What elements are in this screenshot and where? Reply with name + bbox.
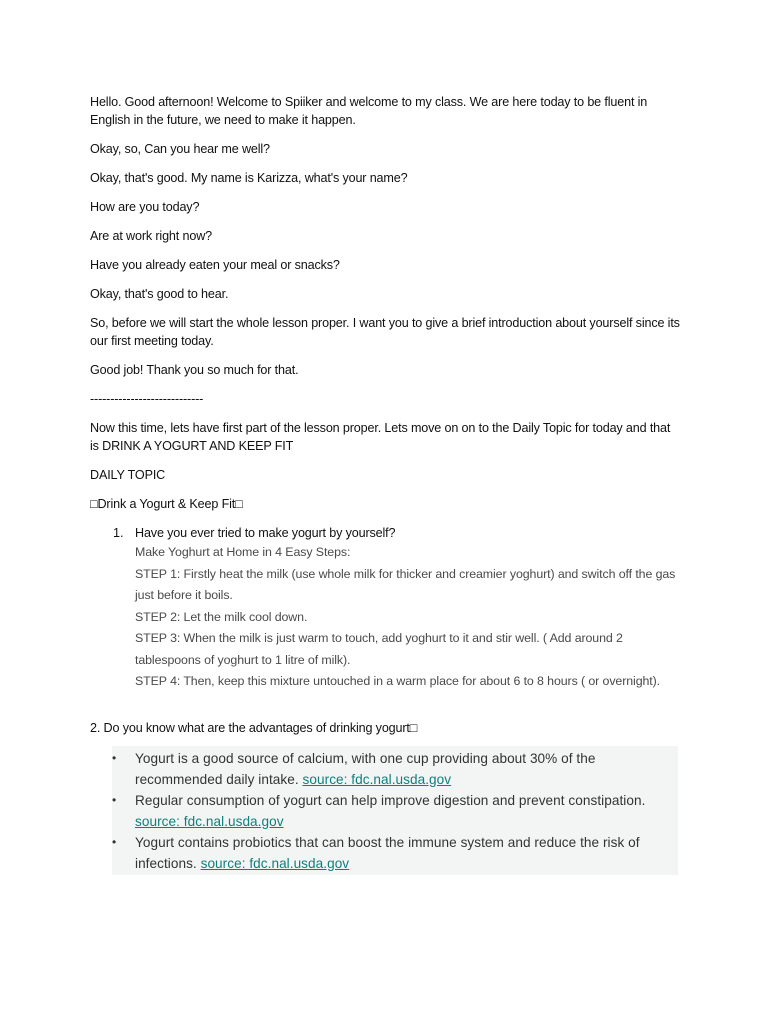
question-2: 2. Do you know what are the advantages of drinking yogurt□ (90, 720, 418, 735)
blank-line (90, 693, 680, 719)
advantage-text: Yogurt is a good source of calcium, with one cup providing about 30% of the recommended daily intake. (135, 750, 596, 787)
step-item: STEP 4: Then, keep this mixture untouched in a warm place for about 6 to 8 hours ( or overnight). (135, 674, 660, 688)
question-item (90, 524, 680, 693)
intro-paragraph: Okay, so, Can you hear me well? (90, 142, 270, 156)
advantages-list (112, 748, 678, 874)
advantage-item (112, 832, 678, 874)
intro-paragraph: So, before we will start the whole lesson proper. I want you to give a brief introduction about yourself since its our first meeting today. (90, 316, 680, 348)
bullet-icon: • (112, 792, 117, 807)
step-item: STEP 2: Let the milk cool down. (135, 609, 308, 624)
question-text: Have you ever tried to make yogurt by yourself? (135, 526, 396, 540)
document-page (90, 93, 680, 875)
section-divider: ---------------------------- (90, 392, 204, 406)
source-link[interactable]: source: fdc.nal.usda.gov (200, 855, 350, 871)
intro-paragraph: How are you today? (90, 200, 200, 214)
intro-paragraph: Are at work right now? (90, 229, 212, 243)
step-item: STEP 3: When the milk is just warm to touch, add yoghurt to it and stir well. ( Add around 2 tablespoons of yoghurt to 1 litre of milk). (135, 631, 623, 667)
bullet-icon: • (112, 750, 117, 765)
intro-paragraph: Good job! Thank you so much for that. (90, 363, 299, 377)
steps-heading: Make Yoghurt at Home in 4 Easy Steps: (135, 545, 351, 559)
advantage-item (112, 790, 678, 832)
intro-paragraph: Have you already eaten your meal or snacks? (90, 258, 340, 272)
source-link[interactable]: source: fdc.nal.usda.gov (135, 813, 284, 829)
intro-paragraph: Okay, that's good to hear. (90, 287, 229, 301)
advantage-text: Yogurt contains probiotics that can boost the immune system and reduce the risk of infections. (135, 834, 640, 871)
intro-paragraph: Hello. Good afternoon! Welcome to Spiiker and welcome to my class. We are here today to be fluent in English in the future, we need to make it happen. (90, 95, 648, 127)
daily-topic-label: DAILY TOPIC (90, 468, 166, 482)
intro-paragraph: Okay, that's good. My name is Karizza, what's your name? (90, 171, 408, 185)
advantages-box (112, 746, 678, 875)
yogurt-steps (135, 542, 680, 693)
question-number: 1. (113, 526, 124, 540)
topic-title: □Drink a Yogurt & Keep Fit□ (90, 497, 243, 511)
advantage-text: Regular consumption of yogurt can help improve digestion and prevent constipation. (135, 792, 646, 808)
bullet-icon: • (112, 834, 117, 849)
advantage-item (112, 748, 678, 790)
question-list (90, 524, 680, 693)
step-item: STEP 1: Firstly heat the milk (use whole milk for thicker and creamier yoghurt) and switch off the gas just before it boils. (135, 566, 676, 602)
transition-paragraph: Now this time, lets have first part of the lesson proper. Lets move on on to the Daily Topic for today and that is DRINK A YOGURT AND KEEP FIT (90, 421, 671, 453)
source-link[interactable]: source: fdc.nal.usda.gov (302, 771, 452, 787)
